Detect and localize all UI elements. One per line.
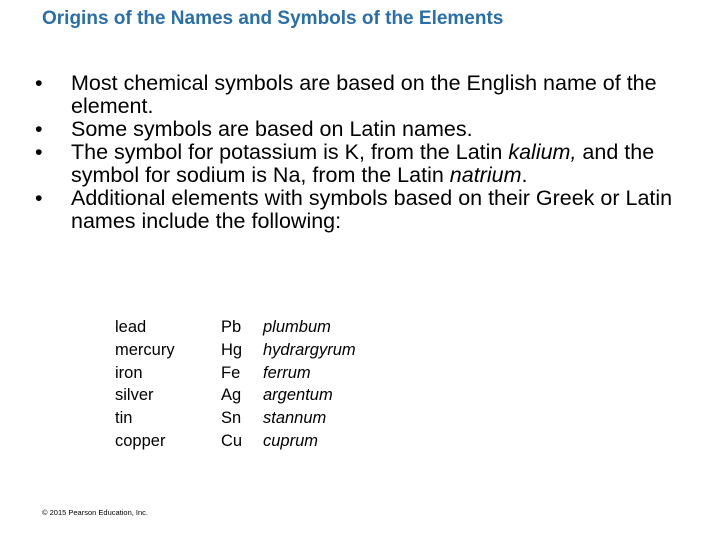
table-row [115, 430, 356, 453]
element-name: tin [115, 409, 133, 428]
table-row [115, 384, 356, 407]
element-symbol: Pb [221, 318, 242, 336]
table-row [115, 407, 356, 430]
element-name: lead [115, 318, 147, 336]
latin-term-kalium: kalium, [508, 140, 577, 164]
bullet-item [30, 118, 700, 141]
bullet-list [30, 72, 700, 233]
element-name: mercury [115, 340, 175, 359]
element-name: iron [115, 363, 143, 382]
bullet-text: Additional elements with symbols based on their Greek or Latin names include the following: [71, 186, 673, 233]
element-symbol: Hg [221, 340, 243, 359]
bullet-item [30, 141, 700, 187]
bullet-item [30, 187, 700, 233]
bullet-item [30, 72, 700, 118]
bullet-text: and the symbol for sodium is Na, from the Latin [71, 140, 655, 187]
element-symbol: Sn [221, 409, 242, 428]
element-symbol: Cu [221, 431, 243, 450]
element-name: silver [115, 386, 154, 405]
element-name: copper [115, 431, 166, 450]
bullet-text: Most chemical symbols are based on the English name of the element. [71, 71, 657, 118]
table-row [115, 362, 356, 385]
latin-name: stannum [263, 409, 327, 428]
element-table [115, 316, 356, 453]
bullet-text: Some symbols are based on Latin names. [71, 117, 473, 141]
table-row [115, 339, 356, 362]
table-row [115, 316, 356, 339]
slide-title: Origins of the Names and Symbols of the Elements [42, 8, 504, 29]
latin-name: cuprum [263, 431, 319, 450]
bullet-text: The symbol for potassium is K, from the Latin [71, 140, 509, 164]
bullet-text: . [521, 163, 528, 187]
element-symbol: Ag [221, 386, 242, 405]
element-symbol: Fe [221, 363, 241, 382]
copyright-notice: © 2015 Pearson Education, Inc. [42, 508, 149, 517]
latin-name: ferrum [263, 363, 311, 382]
latin-name: plumbum [263, 318, 331, 336]
latin-name: argentum [263, 386, 333, 405]
latin-name: hydrargyrum [263, 340, 356, 359]
latin-term-natrium: natrium [449, 163, 522, 187]
